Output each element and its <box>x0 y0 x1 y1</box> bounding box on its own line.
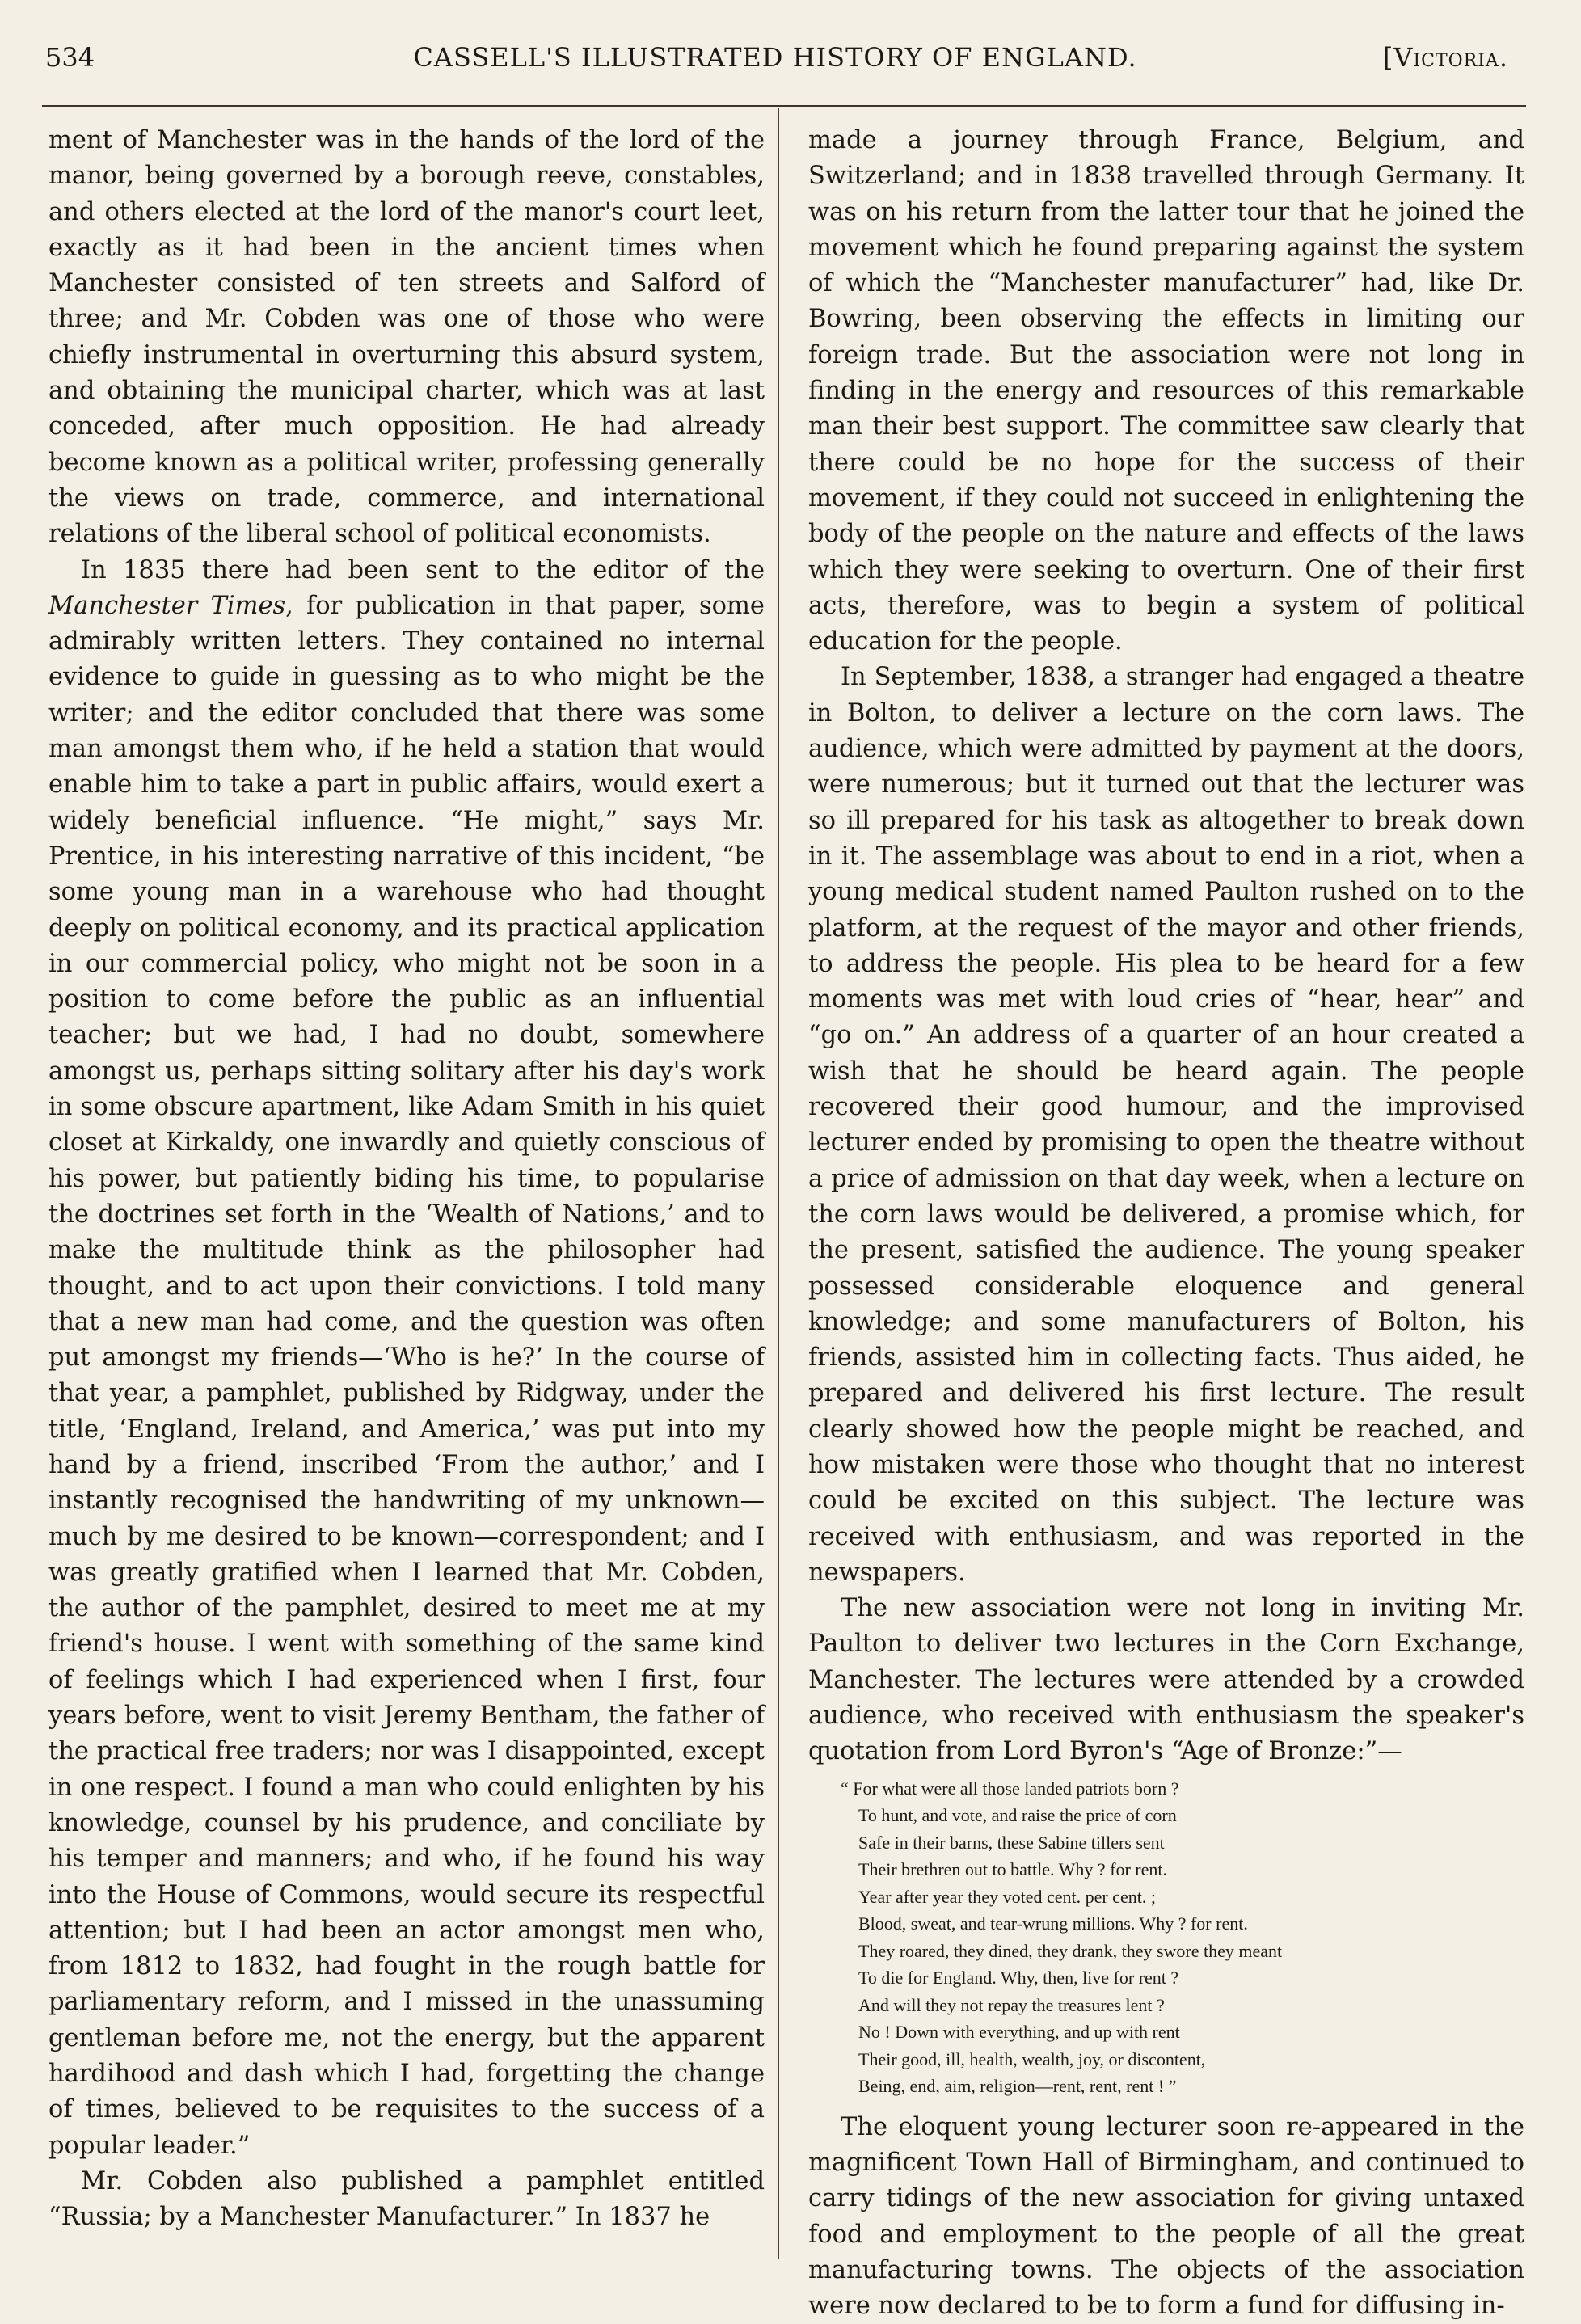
right-column <box>808 123 1524 2321</box>
verse-line: Safe in their barns, these Sabine tillers sent <box>858 1832 1165 1853</box>
left-column <box>48 123 765 2257</box>
right-paragraph-4: The eloquent young lecturer soon re-appeared in the magnificent Town Hall of Birmingham, and continued to carry tidings of the new association for giving untaxed food and employment to the people of all the great manufacturing towns. The objects of the association were now declared to be to form a fund for diffusing in- <box>808 2112 1524 2321</box>
left-paragraph-3: Mr. Cobden also published a pamphlet entitled “Russia; by a Manchester Manufacturer.” In 1837 he <box>48 2166 765 2232</box>
right-paragraph-3: The new association were not long in inviting Mr. Paulton to deliver two lectures in the Corn Exchange, Manchester. The lectures were attended by a crowded audience, who received with enthusiasm the speaker's quotation from Lord Byron's “Age of Bronze:”— <box>808 1594 1524 1766</box>
verse-line: Their brethren out to battle. Why ? for rent. <box>858 1859 1168 1880</box>
byron-verse-quotation <box>841 1775 1524 2100</box>
reign-section-label: [Victoria. <box>1382 42 1508 73</box>
left-paragraph-2 <box>48 553 765 2164</box>
verse-line: Their good, ill, health, wealth, joy, or discontent, <box>858 2048 1206 2069</box>
column-divider <box>778 108 779 2259</box>
newspaper-title: Manchester Times <box>48 591 286 620</box>
verse-line: To hunt, and vote, and raise the price of corn <box>858 1805 1177 1826</box>
running-title: CASSELL'S ILLUSTRATED HISTORY OF ENGLAND. <box>413 42 1137 73</box>
verse-line: They roared, they dined, they drank, they swore they meant <box>858 1940 1283 1961</box>
right-paragraph-1: made a journey through France, Belgium, and Switzerland; and in 1838 travelled through Germany. It was on his return from the latter tour that he joined the movement which he found preparing against the system of which the “Manchester manufacturer” had, like Dr. Bowring, been observing the effects in limiting our foreign trade. But the association were not long in finding in the energy and resources of this remarkable man their best support. The committee saw clearly that there could be no hope for the success of their movement, if they could not succeed in enlightening the body of the people on the nature and effects of the laws which they were seeking to overturn. One of their first acts, therefore, was to begin a system of political education for the people. <box>808 126 1524 656</box>
running-header <box>42 42 1508 91</box>
left-paragraph-1: ment of Manchester was in the hands of the lord of the manor, being governed by a borough reeve, constables, and others elected at the lord of the manor's court leet, exactly as it had been in the ancient times when Manchester consisted of ten streets and Salford of three; and Mr. Cobden was one of those who were chiefly instrumental in overturning this absurd system, and obtaining the municipal charter, which was at last conceded, after much opposition. He had already become known as a political writer, professing generally the views on trade, commerce, and international relations of the liberal school of political economists. <box>48 126 765 549</box>
verse-line: And will they not repay the treasures lent ? <box>858 1994 1165 2015</box>
verse-line: “ For what were all those landed patriots born ? <box>841 1778 1179 1799</box>
verse-line: To die for England. Why, then, live for rent ? <box>858 1968 1179 1989</box>
page-number: 534 <box>45 42 95 73</box>
right-paragraph-2: In September, 1838, a stranger had engaged a theatre in Bolton, to deliver a lecture on the corn laws. The audience, which were admitted by payment at the doors, were numerous; but it turned out that the lecturer was so ill prepared for his task as altogether to break down in it. The assemblage was about to end in a riot, when a young medical student named Paulton rushed on to the platform, at the request of the mayor and other friends, to address the people. His plea to be heard for a few moments was met with loud cries of “hear, hear” and “go on.” An address of a quarter of an hour created a wish that he should be heard again. The people recovered their good humour, and the improvised lecturer ended by promising to open the theatre without a price of admission on that day week, when a lecture on the corn laws would be delivered, a promise which, for the present, satisfied the audience. The young speaker possessed considerable eloquence and general knowledge; and some manufacturers of Bolton, his friends, assisted him in collecting facts. Thus aided, he prepared and delivered his first lecture. The result clearly showed how the people might be reached, and how mistaken were those who thought that no interest could be excited on this subject. The lecture was received with enthusiasm, and was reported in the newspapers. <box>808 663 1524 1587</box>
verse-line: Being, end, aim, religion—rent, rent, rent ! ” <box>858 2076 1177 2097</box>
verse-line: Blood, sweat, and tear-wrung millions. Why ? for rent. <box>858 1913 1248 1934</box>
verse-line: No ! Down with everything, and up with rent <box>858 2022 1180 2043</box>
paragraph-2-lead: In 1835 there had been sent to the editor of the <box>81 555 765 584</box>
paragraph-2-body: , for publication in that paper, some admirably written letters. They contained no internal evidence to guide in guessing as to who might be the writer; and the editor concluded that there was some man amongst them who, if he held a station that would enable him to take a part in public affairs, would exert a widely beneficial influence. “He might,” says Mr. Prentice, in his interesting narrative of this incident, “be some young man in a warehouse who had thought deeply on political economy, and its practical application in our commercial policy, who might not be soon in a position to come before the public as an influential teacher; but we had, I had no doubt, somewhere amongst us, perhaps sitting solitary after his day's work in some obscure apartment, like Adam Smith in his quiet closet at Kirkaldy, one inwardly and quietly conscious of his power, but patiently biding his time, to popularise the doctrines set forth in the ‘Wealth of Nations,’ and to make the multitude think as the philosopher had thought, and to act upon their convictions. I told many that a new man had come, and the question was often put amongst my friends—‘Who is he?’ In the course of that year, a pamphlet, published by Ridgway, under the title, ‘England, Ireland, and America,’ was put into my hand by a friend, inscribed ‘From the author,’ and I instantly recognised the handwriting of my unknown—much by me desired to be known—correspondent; and I was greatly gratified when I learned that Mr. Cobden, the author of the pamphlet, desired to meet me at my friend's house. I went with something of the same kind of feelings which I had experienced when I first, four years before, went to visit Jeremy Bentham, the father of the practical free traders; nor was I disappointed, except in one respect. I found a man who could enlighten by his knowledge, counsel by his prudence, and conciliate by his temper and manners; and who, if he found his way into the House of Commons, would secure its respectful attention; but I had been an actor amongst men who, from 1812 to 1832, had fought in the rough battle for parliamentary reform, and I missed in the unassuming gentleman before me, not the energy, but the apparent hardihood and dash which I had, forgetting the change of times, believed to be requisites to the success of a popular leader.” <box>48 591 765 2160</box>
verse-line: Year after year they voted cent. per cent. ; <box>858 1886 1156 1907</box>
header-rule <box>42 105 1526 107</box>
